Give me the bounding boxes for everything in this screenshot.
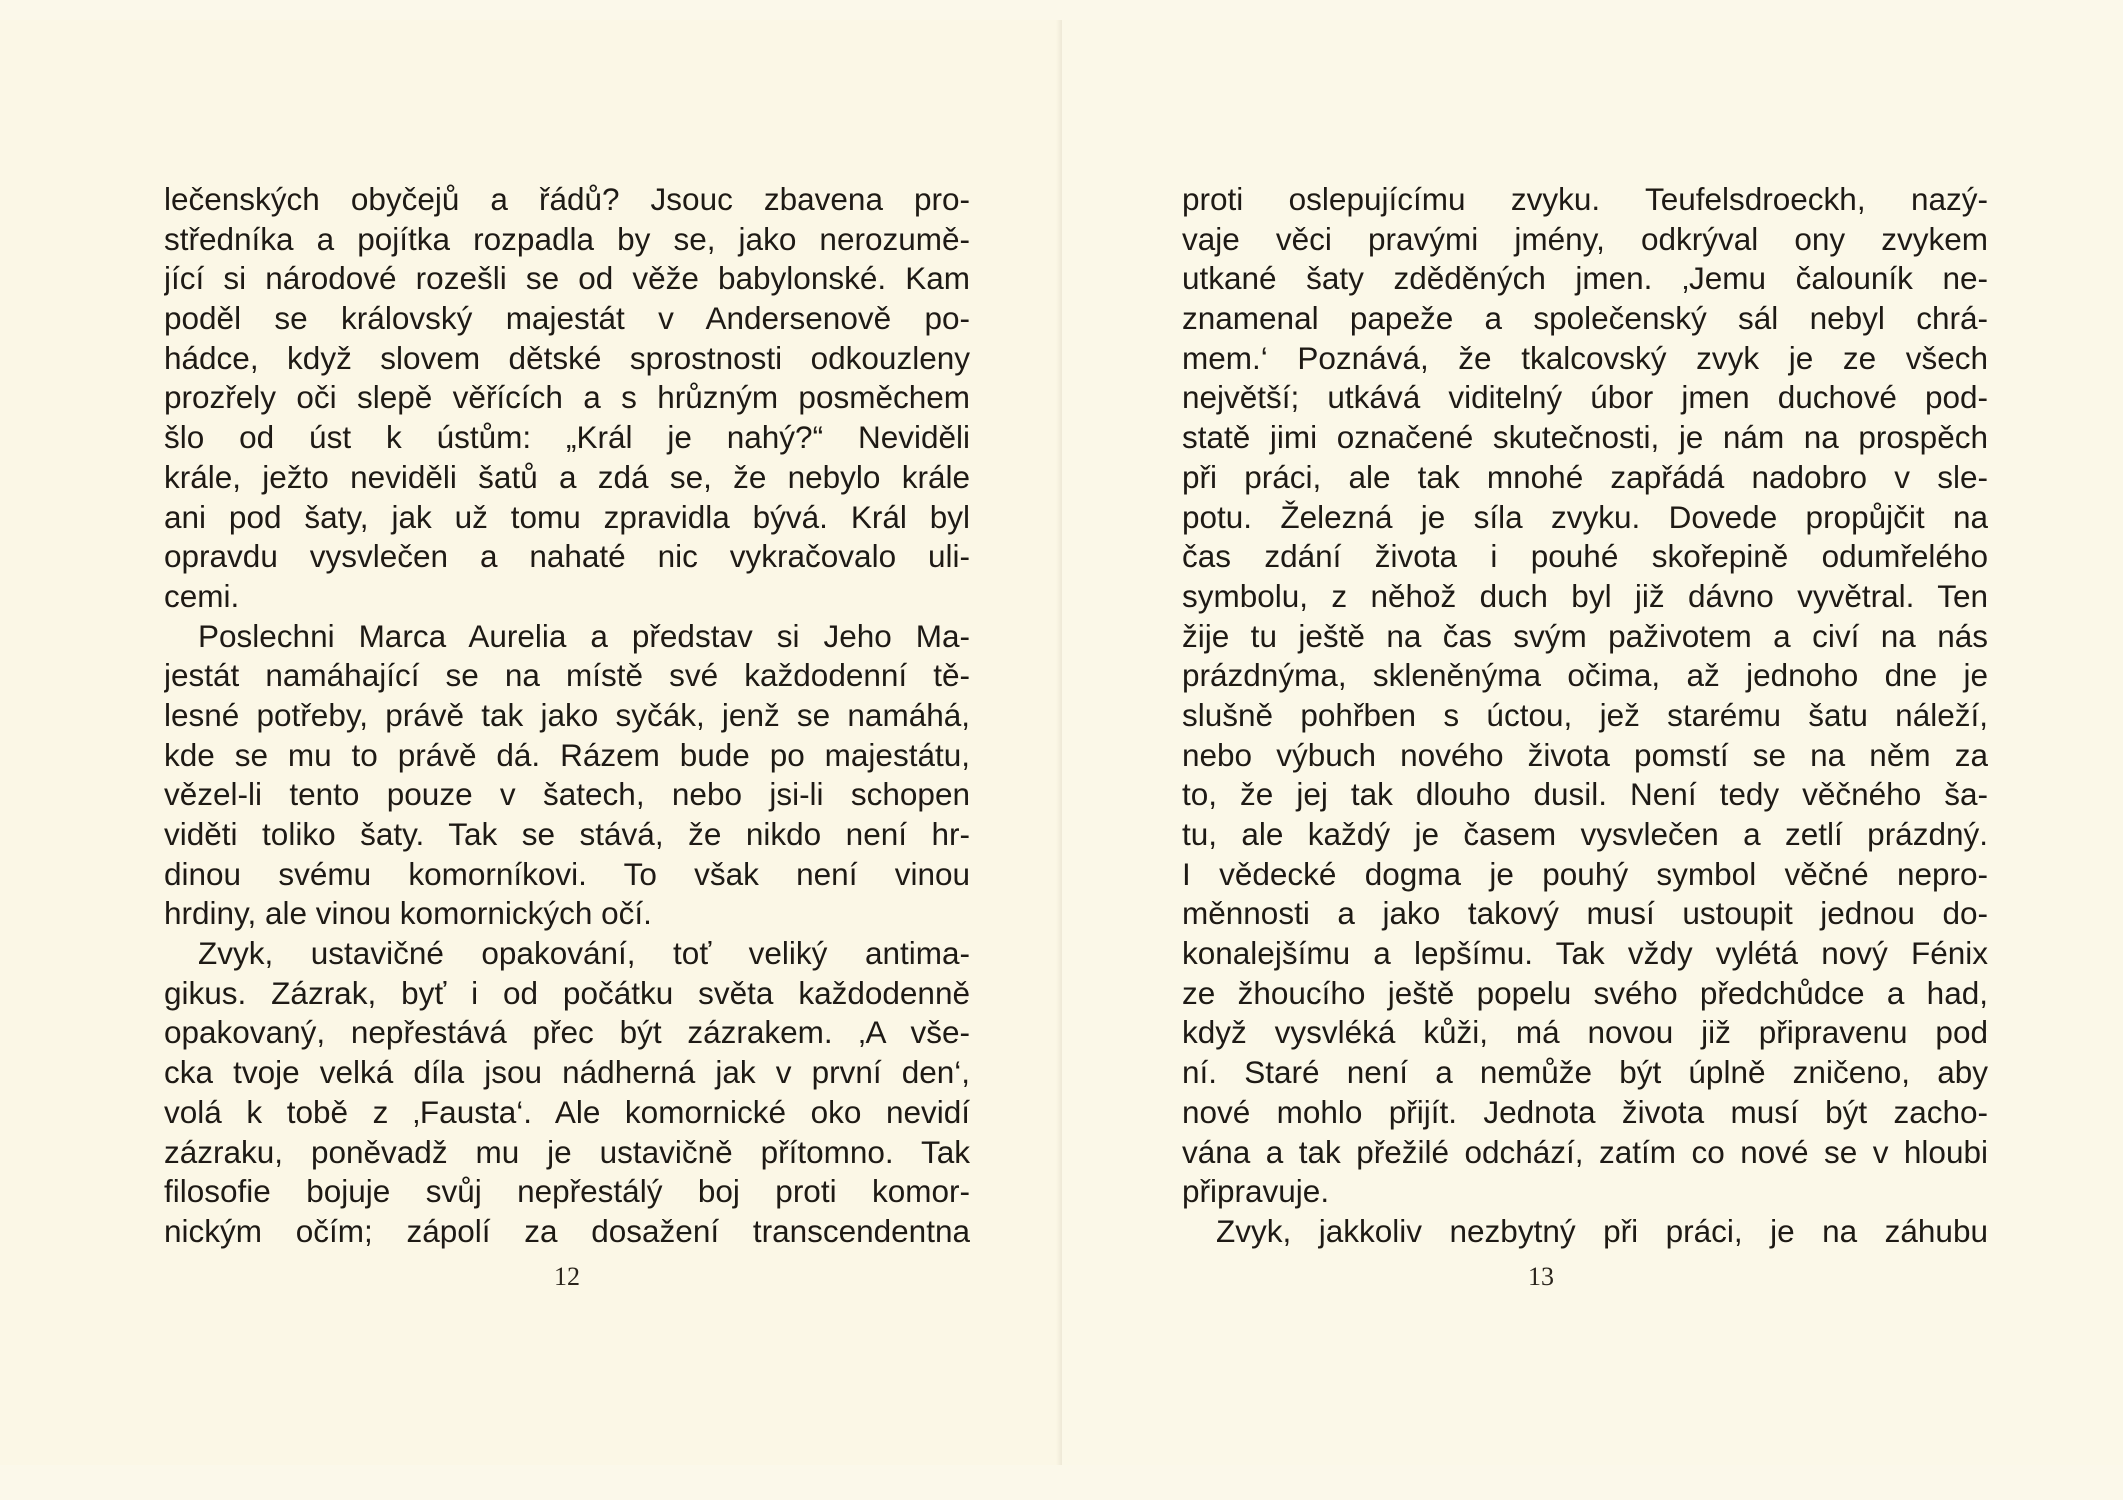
text-line: dinou svému komorníkovi. To však není vinou [164, 855, 970, 892]
text-line: filosofie bojuje svůj nepřestálý boj proti komor- [164, 1173, 970, 1210]
text-line: proti oslepujícímu zvyku. Teufelsdroeckh, nazý- [1182, 181, 1988, 217]
text-line: opravdu vysvlečen a nahaté nic vykračovalo uli- [164, 538, 970, 575]
text-line: cemi. [164, 577, 240, 614]
text-line: konalejšímu a lepšímu. Tak vždy vylétá nový Fénix [1182, 935, 1988, 972]
text-line: vaje věci pravými jmény, odkrýval ony zvykem [1182, 220, 1988, 257]
text-line: I vědecké dogma je pouhý symbol věčné nepro- [1182, 855, 1988, 892]
text-line: hrdiny, ale vinou komornických očí. [164, 895, 652, 932]
text-line: znamenal papeže a společenský sál nebyl chrá- [1182, 300, 1988, 337]
left-page [0, 20, 1062, 1465]
text-line: opakovaný, nepřestává přec být zázrakem. ‚A vše- [164, 1014, 970, 1051]
text-line: symbolu, z něhož duch byl již dávno vyvětral. Ten [1182, 577, 1988, 614]
text-line: slušně pohřben s úctou, jež starému šatu náleží, [1182, 696, 1988, 733]
text-line: ní. Staré není a nemůže být úplně zničeno, aby [1182, 1054, 1988, 1091]
text-line: vězel-li tento pouze v šatech, nebo jsi-li schopen [164, 776, 970, 813]
right-page-text [1182, 180, 1988, 1252]
text-line: Zvyk, ustavičné opakování, toť veliký antima- [198, 935, 970, 972]
text-line: Poslechni Marca Aurelia a představ si Jeho Ma- [198, 617, 970, 654]
text-line: lečenských obyčejů a řádů? Jsouc zbavena pro- [164, 181, 970, 217]
text-line: tu, ale každý je časem vysvlečen a zetlí prázdný. [1182, 816, 1988, 852]
text-line: Zvyk, jakkoliv nezbytný při práci, je na záhubu [1216, 1212, 1988, 1249]
text-line: když vysvléká kůži, má novou již připravenu pod [1182, 1014, 1988, 1051]
text-line: vána a tak přežilé odchází, zatím co nové se v hloubi [1182, 1133, 1988, 1170]
text-line: utkané šaty zděděných jmen. ‚Jemu čalouník ne- [1182, 260, 1988, 297]
text-line: nickým očím; zápolí za dosažení transcendentna [164, 1212, 970, 1249]
text-line: kde se mu to právě dá. Rázem bude po majestátu, [164, 736, 970, 773]
text-line: volá k tobě z ‚Fausta‘. Ale komornické oko nevidí [164, 1093, 970, 1130]
text-line: prozřely oči slepě věřících a s hrůzným posměchem [164, 379, 970, 416]
text-line: jestát namáhající se na místě své každodenní tě- [164, 657, 970, 694]
text-line: gikus. Zázrak, byť i od počátku světa každodenně [164, 974, 970, 1011]
text-line: ani pod šaty, jak už tomu zpravidla bývá. Král byl [164, 498, 970, 535]
text-line: prázdnýma, skleněnýma očima, až jednoho dne je [1182, 657, 1988, 694]
text-line: potu. Železná je síla zvyku. Dovede propůjčit na [1182, 498, 1988, 535]
text-line: jící si národové rozešli se od věže babylonské. Kam [164, 260, 970, 297]
text-line: poděl se královský majestát v Andersenově po- [164, 300, 970, 337]
text-line: lesné potřeby, právě tak jako syčák, jenž se namáhá, [164, 696, 970, 733]
text-line: žije tu ještě na čas svým paživotem a civí na nás [1182, 617, 1988, 654]
text-line: mem.‘ Poznává, že tkalcovský zvyk je ze všech [1182, 339, 1988, 376]
page-number: 12 [554, 1262, 580, 1291]
text-line: statě jimi označené skutečnosti, je nám na prospěch [1182, 419, 1988, 456]
text-line: nové mohlo přijít. Jednota života musí být zacho- [1182, 1093, 1988, 1130]
text-line: šlo od úst k ústům: „Král je nahý?“ Neviděli [164, 419, 970, 456]
text-line: hádce, když slovem dětské sprostnosti odkouzleny [164, 339, 970, 376]
text-line: nebo výbuch nového života pomstí se na něm za [1182, 736, 1988, 773]
left-page-text [164, 180, 970, 1252]
text-line: připravuje. [1182, 1173, 1330, 1210]
page-number: 13 [1528, 1262, 1554, 1291]
text-line: při práci, ale tak mnohé zapřádá nadobro v sle- [1182, 458, 1988, 495]
right-page [1062, 20, 2123, 1465]
text-line: ze žhoucího ještě popelu svého předchůdce a had, [1182, 974, 1988, 1011]
text-line: středníka a pojítka rozpadla by se, jako nerozumě- [164, 220, 970, 257]
text-line: největší; utkává viditelný úbor jmen duchové pod- [1182, 379, 1988, 416]
text-line: měnnosti a jako takový musí ustoupit jednou do- [1182, 895, 1988, 932]
text-line: cka tvoje velká díla jsou nádherná jak v první den‘, [164, 1054, 970, 1091]
text-line: zázraku, poněvadž mu je ustavičně přítomno. Tak [164, 1133, 970, 1170]
text-line: viděti toliko šaty. Tak se stává, že nikdo není hr- [164, 816, 970, 852]
text-line: krále, ježto neviděli šatů a zdá se, že nebylo krále [164, 458, 970, 495]
text-line: čas zdání života i pouhé skořepině odumřelého [1182, 538, 1988, 575]
text-line: to, že jej tak dlouho dusil. Není tedy věčného ša- [1182, 776, 1988, 813]
